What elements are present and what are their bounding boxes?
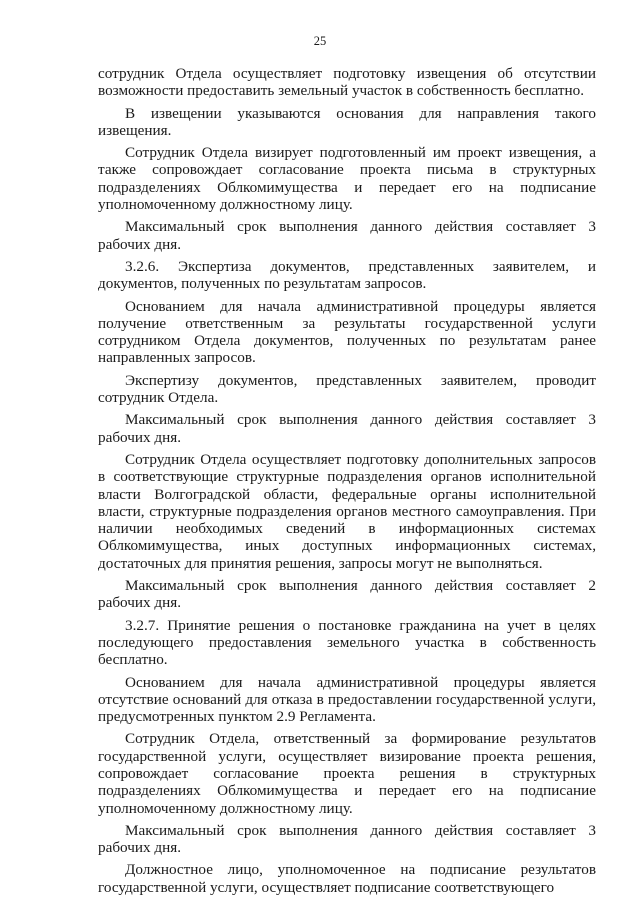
paragraph: Максимальный срок выполнения данного действия составляет 2 рабочих дня.: [98, 577, 596, 612]
paragraph-continuation: сотрудник Отдела осуществляет подготовку извещения об отсутствии возможности предоставить земельный участок в собственность бесплатно.: [98, 65, 596, 100]
section-heading-3-2-6: 3.2.6. Экспертиза документов, представленных заявителем, и документов, полученных по результатам запросов.: [98, 257, 596, 293]
paragraph: В извещении указываются основания для направления такого извещения.: [98, 104, 596, 139]
paragraph: Сотрудник Отдела осуществляет подготовку дополнительных запросов в соответствующие структурные подразделения органов исполнительной власти Волгоградской области, федеральные органы исполнительной власти, структурные подразделения органов местного самоуправления. При наличии необходимых сведений в информационных системах Облкомимущества, иных доступных информационных системах, достаточных для принятия решения, запросы могут не выполняться.: [98, 450, 596, 572]
section-heading-3-2-7: 3.2.7. Принятие решения о постановке гражданина на учет в целях последующего предоставления земельного участка в собственность бесплатно.: [98, 616, 596, 669]
paragraph-truncated: Должностное лицо, уполномоченное на подписание результатов государственной услуги, осуществляет подписание соответствующего: [98, 861, 596, 896]
page-number: 25: [313, 34, 327, 48]
paragraph: Экспертизу документов, представленных заявителем, проводит сотрудник Отдела.: [98, 371, 596, 407]
paragraph: Сотрудник Отдела, ответственный за формирование результатов государственной услуги, осуществляет визирование проекта решения, сопровождает согласование проекта решения в структурных подразделениях Облкомимущества и передает его на подписание уполномоченному должностному лицу.: [98, 730, 596, 817]
paragraph: Максимальный срок выполнения данного действия составляет 3 рабочих дня.: [98, 821, 596, 857]
document-body: [98, 65, 596, 901]
paragraph: Основанием для начала административной процедуры является получение ответственным за результаты государственной услуги сотрудником Отдела документов, полученных по результатам ранее направленных запросов.: [98, 297, 596, 367]
paragraph: Основанием для начала административной процедуры является отсутствие оснований для отказа в предоставлении государственной услуги, предусмотренных пунктом 2.9 Регламента.: [98, 673, 596, 726]
paragraph: Сотрудник Отдела визирует подготовленный им проект извещения, а также сопровождает согласование проекта письма в структурных подразделениях Облкомимущества и передает его на подписание уполномоченному должностному лицу.: [98, 144, 596, 214]
paragraph: Максимальный срок выполнения данного действия составляет 3 рабочих дня.: [98, 411, 596, 446]
paragraph: Максимальный срок выполнения данного действия составляет 3 рабочих дня.: [98, 218, 596, 253]
